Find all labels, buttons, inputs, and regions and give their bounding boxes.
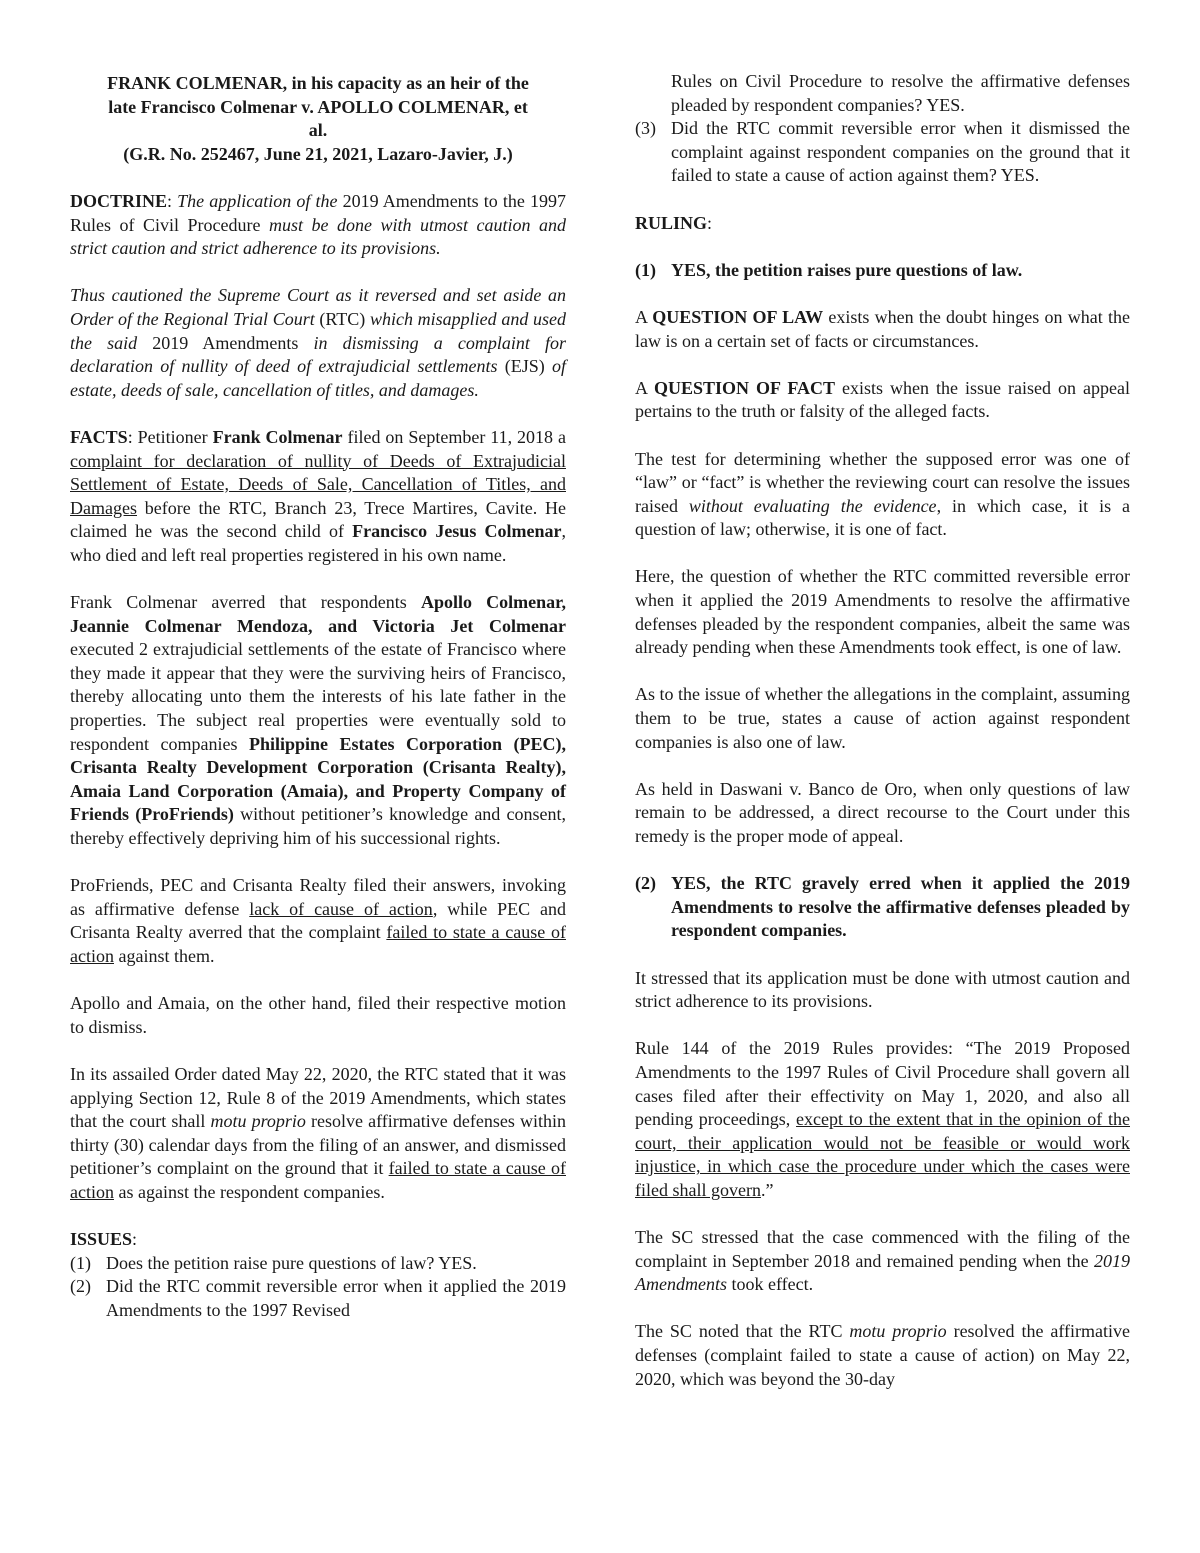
case-title-line1: FRANK COLMENAR, in his capacity as an heir of the bbox=[107, 73, 529, 93]
facts-label: FACTS bbox=[70, 426, 128, 447]
sc-noted-paragraph: The SC noted that the RTC motu proprio resolved the affirmative defenses (complaint failed to state a cause of action) on May 22, 2020, which was beyond the 30-day bbox=[635, 1321, 1130, 1389]
issue-item: (3) Did the RTC commit reversible error when it dismissed the complaint against respondent companies on the ground that it failed to state a cause of action against them? YES. bbox=[635, 118, 1130, 186]
daswani-paragraph: As held in Daswani v. Banco de Oro, when only questions of law remain to be addressed, a direct recourse to the Court under this remedy is the proper mode of appeal. bbox=[635, 778, 1130, 846]
ruling-subheading-2: (2) YES, the RTC gravely erred when it applied the 2019 Amendments to resolve the affirmative defenses pleaded by respondent companies. bbox=[635, 873, 1130, 941]
facts-paragraph-4: Apollo and Amaia, on the other hand, filed their respective motion to dismiss. bbox=[70, 993, 566, 1037]
facts-paragraph-1: FACTS: Petitioner Frank Colmenar filed on September 11, 2018 a complaint for declaration of nullity of Deeds of Extrajudicial Settlement of Estate, Deeds of Sale, Cancellation of Titles, and Damages before the RTC, Branch 23, Trece Martires, Cavite. He claimed he was the second child of Francisco Jesus Colmenar, who died and left real properties registered in his own name. bbox=[70, 426, 566, 565]
sc-stressed-paragraph: The SC stressed that the case commenced with the filing of the complaint in September 2018 and remained pending when the 2019 Amendments took effect. bbox=[635, 1227, 1130, 1295]
issues-list bbox=[70, 1252, 566, 1323]
test-paragraph: The test for determining whether the supposed error was one of “law” or “fact” is whether the reviewing court can resolve the issues raised without evaluating the evidence, in which case, it is a question of law; otherwise, it is one of fact. bbox=[635, 448, 1130, 540]
facts-paragraph-3: ProFriends, PEC and Crisanta Realty filed their answers, invoking as affirmative defense lack of cause of action, while PEC and Crisanta Realty averred that the complaint failed to state a cause of action against them. bbox=[70, 875, 566, 966]
question-of-fact-paragraph: A QUESTION OF FACT exists when the issue raised on appeal pertains to the truth or falsity of the alleged facts. bbox=[635, 377, 1130, 422]
case-citation: (G.R. No. 252467, June 21, 2021, Lazaro-Javier, J.) bbox=[123, 143, 513, 164]
issues-heading: ISSUES: bbox=[70, 1229, 138, 1250]
here-paragraph: Here, the question of whether the RTC committed reversible error when it applied the 2019 Amendments to resolve the affirmative defenses pleaded by the respondent companies, albeit the same was already pending when these Amendments took effect, is one of law. bbox=[635, 566, 1130, 658]
ruling-heading: RULING: bbox=[635, 212, 713, 233]
stressed-paragraph: It stressed that its application must be done with utmost caution and strict adherence to its provisions. bbox=[635, 967, 1130, 1012]
case-title-line3: al. bbox=[308, 120, 328, 141]
as-to-paragraph: As to the issue of whether the allegations in the complaint, assuming them to be true, states a cause of action against respondent companies is also one of law. bbox=[635, 684, 1130, 752]
facts-paragraph-5: In its assailed Order dated May 22, 2020, the RTC stated that it was applying Section 12, Rule 8 of the 2019 Amendments, which states that the court shall motu proprio resolve affirmative defenses within thirty (30) calendar days from the filing of an answer, and dismissed petitioner’s complaint on the ground that it failed to state a cause of action as against the respondent companies. bbox=[70, 1063, 566, 1202]
rule-144-paragraph: Rule 144 of the 2019 Rules provides: “The 2019 Proposed Amendments to the 1997 Rules of Civil Procedure shall govern all cases filed after their effectivity on May 1, 2020, and also all pending proceedings, except to the extent that in the opinion of the court, their application would not be feasible or would work injustice, in which case the procedure under which the cases were filed shall govern.” bbox=[635, 1038, 1130, 1200]
left-column bbox=[70, 72, 566, 1322]
doctrine-paragraph-2: Thus cautioned the Supreme Court as it reversed and set aside an Order of the Regional Trial Court (RTC) which misapplied and used the said 2019 Amendments in dismissing a complaint for declaration of nullity of deed of extrajudicial settlements (EJS) of estate, deeds of sale, cancellation of titles, and damages. bbox=[70, 285, 567, 400]
case-title-line2: late Francisco Colmenar v. APOLLO COLMENAR, et bbox=[108, 96, 528, 117]
question-of-law-paragraph: A QUESTION OF LAW exists when the doubt hinges on what the law is on a certain set of facts or circumstances. bbox=[635, 306, 1130, 351]
issue-item: (1) Does the petition raise pure questions of law? YES. bbox=[70, 1252, 477, 1273]
issues-list-continued bbox=[635, 117, 1130, 188]
right-column bbox=[635, 70, 1130, 1391]
doctrine-paragraph: DOCTRINE: The application of the 2019 Amendments to the 1997 Rules of Civil Procedure must be done with utmost caution and strict caution and strict adherence to its provisions. bbox=[70, 190, 567, 259]
facts-paragraph-2: Frank Colmenar averred that respondents Apollo Colmenar, Jeannie Colmenar Mendoza, and Victoria Jet Colmenar executed 2 extrajudicial settlements of the estate of Francisco where they made it appear that they were the surviving heirs of Francisco, thereby allocating unto them the interests of his late father in the properties. The subject real properties were eventually sold to respondent companies Philippine Estates Corporation (PEC), Crisanta Realty Development Corporation (Crisanta Realty), Amaia Land Corporation (Amaia), and Property Company of Friends (ProFriends) without petitioner’s knowledge and consent, thereby effectively depriving him of his successional rights. bbox=[70, 592, 567, 848]
issue-item: (2) Did the RTC commit reversible error when it applied the 2019 Amendments to the 1997 Revised bbox=[70, 1276, 566, 1320]
doctrine-label: DOCTRINE bbox=[70, 190, 168, 211]
ruling-subheading-1: (1) YES, the petition raises pure questions of law. bbox=[635, 259, 1023, 280]
issue-item-continuation: Rules on Civil Procedure to resolve the affirmative defenses pleaded by respondent companies? YES. bbox=[671, 71, 1130, 115]
